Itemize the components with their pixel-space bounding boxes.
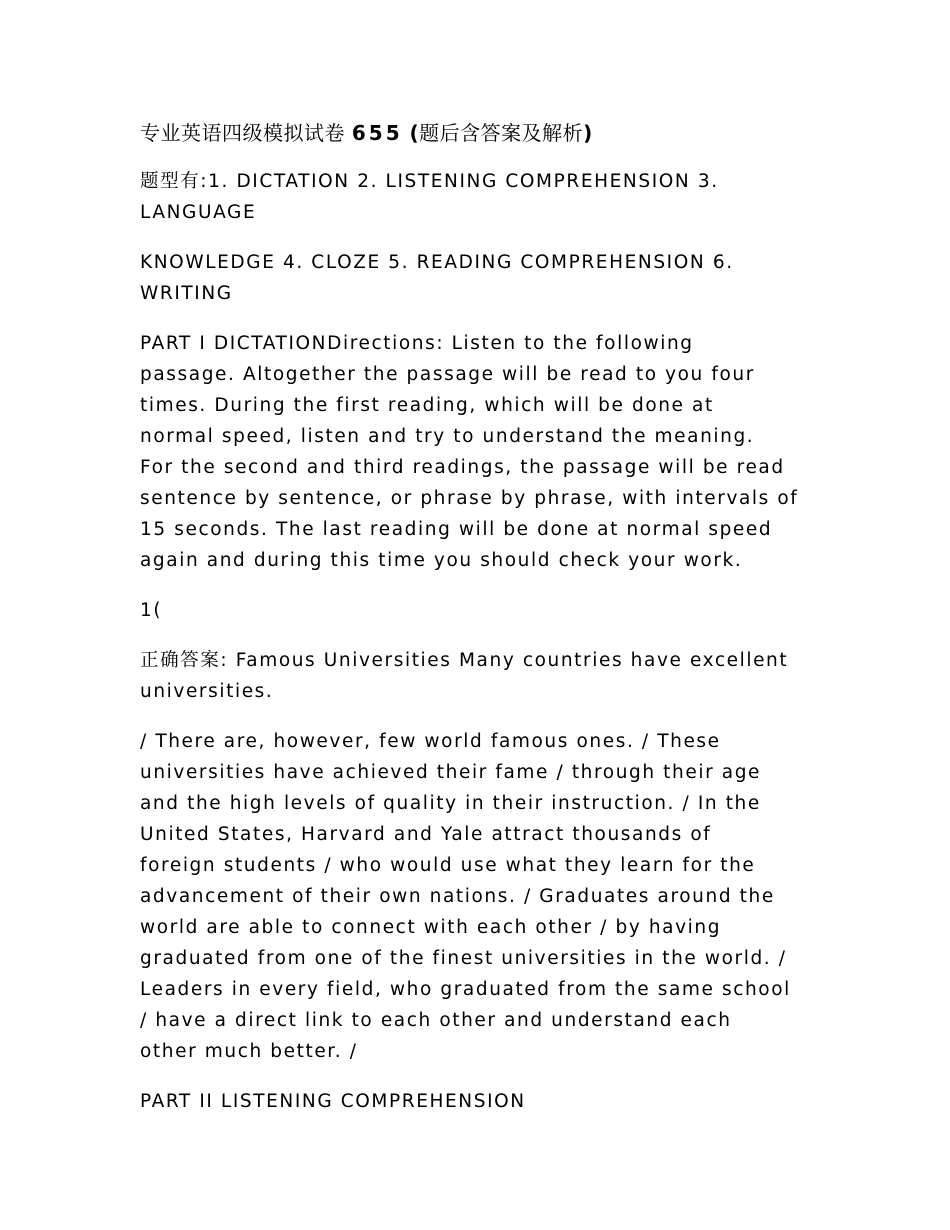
text-line: 正确答案: Famous Universities Many countries have excellent bbox=[140, 650, 789, 671]
text-line: passage. Altogether the passage will be read to you four bbox=[140, 364, 755, 385]
text-line: advancement of their own nations. / Graduates around the bbox=[140, 886, 775, 907]
title-number: 655 bbox=[351, 121, 403, 145]
text-line: 1( bbox=[140, 600, 163, 621]
text-line: world are able to connect with each other / by having bbox=[140, 917, 722, 938]
part1-directions-paragraph bbox=[140, 328, 820, 576]
text-line: graduated from one of the finest universities in the world. / bbox=[140, 948, 787, 969]
text-line: again and during this time you should check your work. bbox=[140, 550, 743, 571]
text-line: sentence by sentence, or phrase by phrase, with intervals of bbox=[140, 488, 799, 509]
document-title bbox=[140, 118, 820, 148]
text-line: PART II LISTENING COMPREHENSION bbox=[140, 1091, 526, 1112]
dictation-passage-paragraph bbox=[140, 726, 820, 1067]
document-page bbox=[140, 118, 820, 1136]
text-line: For the second and third readings, the passage will be read bbox=[140, 457, 785, 478]
text-line: WRITING bbox=[140, 283, 233, 304]
question-number bbox=[140, 595, 820, 626]
text-line: and the high levels of quality in their instruction. / In the bbox=[140, 793, 761, 814]
question-types-paragraph bbox=[140, 166, 820, 228]
text-line: KNOWLEDGE 4. CLOZE 5. READING COMPREHENSION 6. bbox=[140, 252, 734, 273]
title-paren-open: ( bbox=[409, 121, 420, 145]
text-line: universities have achieved their fame / through their age bbox=[140, 762, 762, 783]
text-line: Leaders in every field, who graduated from the same school bbox=[140, 979, 791, 1000]
text-line: United States, Harvard and Yale attract thousands of bbox=[140, 824, 712, 845]
text-line: / have a direct link to each other and understand each bbox=[140, 1010, 732, 1031]
text-line: PART I DICTATIONDirections: Listen to the following bbox=[140, 333, 694, 354]
text-line: 15 seconds. The last reading will be done at normal speed bbox=[140, 519, 773, 540]
answer-paragraph bbox=[140, 645, 820, 707]
question-types-paragraph-2 bbox=[140, 247, 820, 309]
text-line: universities. bbox=[140, 681, 274, 702]
text-line: 题型有:1. DICTATION 2. LISTENING COMPREHENSION 3. bbox=[140, 171, 719, 192]
text-line: LANGUAGE bbox=[140, 202, 257, 223]
title-prefix: 专业英语四级模拟试卷 bbox=[140, 121, 345, 145]
text-line: normal speed, listen and try to understand the meaning. bbox=[140, 426, 755, 447]
text-line: foreign students / who would use what they learn for the bbox=[140, 855, 756, 876]
text-line: other much better. / bbox=[140, 1041, 358, 1062]
title-paren-close: ) bbox=[583, 121, 593, 145]
title-suffix: 题后含答案及解析 bbox=[419, 121, 584, 145]
text-line: / There are, however, few world famous ones. / These bbox=[140, 731, 721, 752]
text-line: times. During the first reading, which will be done at bbox=[140, 395, 714, 416]
part2-heading bbox=[140, 1086, 820, 1117]
